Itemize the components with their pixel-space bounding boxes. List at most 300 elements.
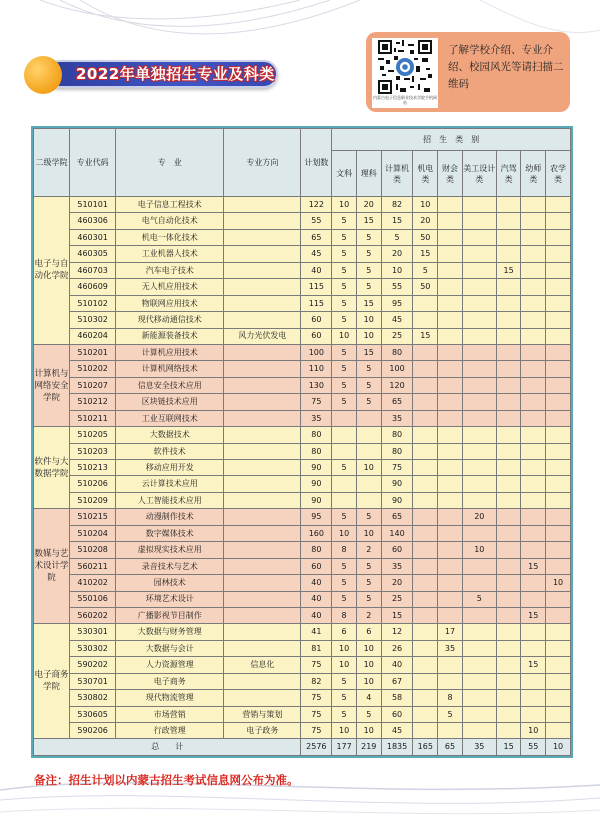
header-plan: 计划数 — [301, 129, 332, 197]
category-count — [546, 246, 571, 262]
category-count — [462, 262, 496, 278]
category-count — [496, 640, 521, 656]
category-count — [546, 295, 571, 311]
plan-count: 60 — [301, 558, 332, 574]
major-code: 510215 — [70, 509, 116, 525]
category-count — [496, 295, 521, 311]
qr-caption: 内蒙古电子信息职业技术学院手机网站 — [373, 95, 437, 105]
category-count — [413, 460, 438, 476]
major-name: 行政管理 — [116, 723, 224, 739]
category-count — [546, 673, 571, 689]
major-code: 510208 — [70, 542, 116, 558]
plan-count: 110 — [301, 361, 332, 377]
category-count: 65 — [381, 394, 413, 410]
category-count — [521, 427, 546, 443]
category-count — [356, 410, 381, 426]
category-count: 10 — [356, 640, 381, 656]
category-count: 5 — [356, 246, 381, 262]
category-count — [462, 460, 496, 476]
major-direction — [224, 295, 301, 311]
plan-count: 45 — [301, 246, 332, 262]
plan-count: 82 — [301, 673, 332, 689]
header-category: 美工设计类 — [462, 151, 496, 197]
plan-count: 90 — [301, 460, 332, 476]
major-name: 汽车电子技术 — [116, 262, 224, 278]
major-direction — [224, 558, 301, 574]
plan-count: 81 — [301, 640, 332, 656]
major-code: 460609 — [70, 279, 116, 295]
college-name: 软件与大数据学院 — [34, 427, 70, 509]
category-count — [546, 410, 571, 426]
major-code: 410202 — [70, 575, 116, 591]
category-count — [521, 344, 546, 360]
table-row — [34, 607, 571, 623]
category-count — [462, 575, 496, 591]
major-name: 人工智能技术应用 — [116, 492, 224, 508]
plan-count: 75 — [301, 657, 332, 673]
major-direction — [224, 525, 301, 541]
major-direction — [224, 344, 301, 360]
category-count: 50 — [413, 279, 438, 295]
category-count: 5 — [356, 706, 381, 722]
category-count — [496, 197, 521, 213]
category-count: 5 — [332, 460, 357, 476]
table-row — [34, 295, 571, 311]
category-count — [521, 460, 546, 476]
category-count — [462, 706, 496, 722]
category-count: 20 — [381, 575, 413, 591]
category-count — [438, 591, 463, 607]
category-count — [546, 427, 571, 443]
category-count — [462, 361, 496, 377]
category-count: 10 — [332, 328, 357, 344]
category-count — [462, 657, 496, 673]
major-direction — [224, 673, 301, 689]
plan-count: 60 — [301, 328, 332, 344]
category-count — [438, 492, 463, 508]
table-row — [34, 657, 571, 673]
category-count — [413, 525, 438, 541]
category-count — [521, 246, 546, 262]
category-count — [438, 394, 463, 410]
category-count: 5 — [332, 575, 357, 591]
plan-count: 100 — [301, 344, 332, 360]
category-count: 5 — [332, 558, 357, 574]
category-count — [496, 607, 521, 623]
category-count — [462, 558, 496, 574]
category-count: 5 — [462, 591, 496, 607]
category-count — [546, 476, 571, 492]
category-count — [546, 377, 571, 393]
category-count — [438, 673, 463, 689]
total-category-count: 1835 — [381, 739, 413, 756]
category-count — [521, 706, 546, 722]
table-row — [34, 262, 571, 278]
table-row — [34, 394, 571, 410]
table-row — [34, 690, 571, 706]
category-count: 120 — [381, 377, 413, 393]
category-count — [438, 410, 463, 426]
category-count: 20 — [413, 213, 438, 229]
category-count: 100 — [381, 361, 413, 377]
category-count — [521, 673, 546, 689]
category-count — [462, 476, 496, 492]
total-category-count: 15 — [496, 739, 521, 756]
major-direction — [224, 394, 301, 410]
category-count — [462, 607, 496, 623]
category-count — [462, 229, 496, 245]
category-count — [521, 525, 546, 541]
category-count — [413, 723, 438, 739]
major-code: 510211 — [70, 410, 116, 426]
category-count — [462, 197, 496, 213]
major-code: 460305 — [70, 246, 116, 262]
category-count — [496, 492, 521, 508]
major-name: 计算机网络技术 — [116, 361, 224, 377]
category-count: 90 — [381, 492, 413, 508]
category-count — [546, 690, 571, 706]
category-count — [438, 525, 463, 541]
category-count — [413, 591, 438, 607]
category-count — [546, 640, 571, 656]
header-category: 计算机类 — [381, 151, 413, 197]
category-count — [546, 509, 571, 525]
category-count — [521, 476, 546, 492]
header-category: 农学类 — [546, 151, 571, 197]
category-count — [521, 542, 546, 558]
category-count — [546, 394, 571, 410]
major-name: 云计算技术应用 — [116, 476, 224, 492]
table-row — [34, 344, 571, 360]
category-count: 4 — [356, 690, 381, 706]
major-direction — [224, 246, 301, 262]
category-count — [438, 229, 463, 245]
category-count — [521, 640, 546, 656]
college-name: 计算机与网络安全学院 — [34, 344, 70, 426]
category-count — [462, 312, 496, 328]
table-row — [34, 525, 571, 541]
category-count: 5 — [332, 509, 357, 525]
category-count — [496, 229, 521, 245]
college-name: 数媒与艺术设计学院 — [34, 509, 70, 624]
category-count: 90 — [381, 476, 413, 492]
major-name: 录音技术与艺术 — [116, 558, 224, 574]
category-count — [438, 509, 463, 525]
enrollment-table — [33, 128, 571, 756]
category-count: 17 — [438, 624, 463, 640]
table-row — [34, 476, 571, 492]
table-row — [34, 460, 571, 476]
header-college: 二级学院 — [34, 129, 70, 197]
table-row — [34, 558, 571, 574]
category-count — [413, 361, 438, 377]
major-code: 510207 — [70, 377, 116, 393]
category-count: 10 — [356, 673, 381, 689]
category-count — [356, 492, 381, 508]
category-count: 5 — [332, 673, 357, 689]
footnote: 备注：招生计划以内蒙古招生考试信息网公布为准。 — [34, 773, 299, 787]
major-name: 虚拟现实技术应用 — [116, 542, 224, 558]
major-code: 560202 — [70, 607, 116, 623]
category-count — [546, 197, 571, 213]
category-count — [521, 690, 546, 706]
category-count — [496, 591, 521, 607]
category-count: 15 — [413, 246, 438, 262]
major-name: 大数据与财务管理 — [116, 624, 224, 640]
category-count — [496, 213, 521, 229]
category-count — [413, 509, 438, 525]
major-code: 590206 — [70, 723, 116, 739]
major-name: 现代物流管理 — [116, 690, 224, 706]
header-category: 理科 — [356, 151, 381, 197]
category-count: 35 — [381, 558, 413, 574]
major-name: 无人机应用技术 — [116, 279, 224, 295]
category-count — [546, 328, 571, 344]
total-category-count: 219 — [356, 739, 381, 756]
category-count: 15 — [496, 262, 521, 278]
category-count — [413, 295, 438, 311]
category-count: 25 — [381, 328, 413, 344]
category-count — [496, 312, 521, 328]
major-name: 电子商务 — [116, 673, 224, 689]
table-row — [34, 575, 571, 591]
category-count: 10 — [413, 197, 438, 213]
category-count — [521, 377, 546, 393]
major-code: 510102 — [70, 295, 116, 311]
category-count: 10 — [381, 262, 413, 278]
category-count — [413, 443, 438, 459]
category-count: 8 — [438, 690, 463, 706]
major-name: 园林技术 — [116, 575, 224, 591]
category-count — [496, 558, 521, 574]
category-count: 10 — [332, 640, 357, 656]
category-count — [356, 443, 381, 459]
table-row — [34, 509, 571, 525]
major-name: 现代移动通信技术 — [116, 312, 224, 328]
category-count — [438, 279, 463, 295]
category-count — [521, 312, 546, 328]
category-count — [413, 575, 438, 591]
category-count — [521, 197, 546, 213]
category-count — [413, 377, 438, 393]
category-count — [462, 492, 496, 508]
category-count — [546, 443, 571, 459]
category-count — [413, 706, 438, 722]
plan-count: 122 — [301, 197, 332, 213]
major-direction: 风力光伏发电 — [224, 328, 301, 344]
major-direction: 电子政务 — [224, 723, 301, 739]
category-count — [438, 607, 463, 623]
table-row — [34, 591, 571, 607]
header-category: 财会类 — [438, 151, 463, 197]
category-count — [496, 525, 521, 541]
major-code: 510302 — [70, 312, 116, 328]
category-count — [438, 460, 463, 476]
category-count — [413, 427, 438, 443]
total-category-count: 65 — [438, 739, 463, 756]
table-row — [34, 427, 571, 443]
major-code: 510101 — [70, 197, 116, 213]
category-count — [521, 213, 546, 229]
plan-count: 75 — [301, 394, 332, 410]
category-count — [546, 591, 571, 607]
category-count — [413, 542, 438, 558]
category-count — [462, 723, 496, 739]
total-category-count: 10 — [546, 739, 571, 756]
category-count — [546, 657, 571, 673]
header-category-group: 招 生 类 别 — [332, 129, 571, 151]
table-row — [34, 542, 571, 558]
major-code: 460204 — [70, 328, 116, 344]
major-code: 530301 — [70, 624, 116, 640]
category-count: 5 — [356, 377, 381, 393]
category-count — [546, 460, 571, 476]
category-count — [546, 279, 571, 295]
category-count — [521, 575, 546, 591]
category-count: 5 — [332, 213, 357, 229]
category-count: 5 — [332, 361, 357, 377]
major-code: 550106 — [70, 591, 116, 607]
major-direction — [224, 542, 301, 558]
category-count: 10 — [356, 723, 381, 739]
category-count — [462, 213, 496, 229]
major-name: 物联网应用技术 — [116, 295, 224, 311]
major-name: 机电一体化技术 — [116, 229, 224, 245]
major-code: 460306 — [70, 213, 116, 229]
category-count: 5 — [332, 279, 357, 295]
category-count — [521, 295, 546, 311]
category-count — [546, 213, 571, 229]
category-count — [462, 525, 496, 541]
table-row — [34, 213, 571, 229]
category-count: 35 — [381, 410, 413, 426]
category-count — [546, 262, 571, 278]
category-count — [521, 509, 546, 525]
category-count: 10 — [332, 657, 357, 673]
category-count: 5 — [332, 706, 357, 722]
major-code: 510203 — [70, 443, 116, 459]
category-count: 5 — [332, 295, 357, 311]
plan-count: 40 — [301, 607, 332, 623]
category-count — [496, 394, 521, 410]
plan-count: 75 — [301, 723, 332, 739]
major-direction — [224, 197, 301, 213]
major-code: 510213 — [70, 460, 116, 476]
category-count — [356, 476, 381, 492]
category-count — [462, 279, 496, 295]
major-direction — [224, 229, 301, 245]
qr-card — [372, 38, 438, 108]
category-count: 80 — [381, 443, 413, 459]
category-count — [438, 427, 463, 443]
category-count — [438, 344, 463, 360]
category-count — [496, 377, 521, 393]
category-count: 5 — [356, 575, 381, 591]
category-count — [413, 640, 438, 656]
category-count: 140 — [381, 525, 413, 541]
plan-count: 65 — [301, 229, 332, 245]
category-count — [496, 542, 521, 558]
table-row — [34, 279, 571, 295]
category-count — [462, 344, 496, 360]
category-count — [413, 344, 438, 360]
header-category: 汽驾类 — [496, 151, 521, 197]
major-name: 信息安全技术应用 — [116, 377, 224, 393]
category-count: 5 — [356, 394, 381, 410]
major-direction — [224, 213, 301, 229]
category-count — [496, 624, 521, 640]
category-count — [438, 558, 463, 574]
category-count: 10 — [521, 723, 546, 739]
category-count — [521, 394, 546, 410]
major-name: 区块链技术应用 — [116, 394, 224, 410]
total-category-count: 165 — [413, 739, 438, 756]
category-count: 15 — [356, 295, 381, 311]
major-name: 工业机器人技术 — [116, 246, 224, 262]
category-count: 50 — [413, 229, 438, 245]
major-code: 460703 — [70, 262, 116, 278]
table-row — [34, 673, 571, 689]
category-count — [462, 295, 496, 311]
qr-code-icon — [378, 40, 432, 94]
category-count — [496, 575, 521, 591]
category-count — [462, 427, 496, 443]
category-count: 80 — [381, 427, 413, 443]
category-count — [332, 443, 357, 459]
major-code: 560211 — [70, 558, 116, 574]
category-count: 2 — [356, 542, 381, 558]
category-count: 12 — [381, 624, 413, 640]
category-count: 15 — [413, 328, 438, 344]
major-code: 510205 — [70, 427, 116, 443]
qr-instruction-text: 了解学校介绍、专业介绍、校园风光等请扫描二维码 — [448, 44, 564, 90]
category-count — [546, 229, 571, 245]
category-count — [462, 640, 496, 656]
category-count — [521, 361, 546, 377]
category-count: 5 — [381, 229, 413, 245]
category-count — [521, 328, 546, 344]
category-count — [521, 443, 546, 459]
orange-circle-icon — [24, 56, 62, 94]
college-name: 电子商务学院 — [34, 624, 70, 739]
page-title-banner — [16, 52, 286, 94]
category-count: 15 — [356, 344, 381, 360]
category-count — [438, 197, 463, 213]
major-direction — [224, 427, 301, 443]
category-count: 5 — [356, 558, 381, 574]
category-count: 60 — [381, 542, 413, 558]
category-count — [496, 723, 521, 739]
category-count — [438, 213, 463, 229]
plan-count: 55 — [301, 213, 332, 229]
category-count — [546, 558, 571, 574]
category-count — [546, 723, 571, 739]
category-count: 10 — [332, 723, 357, 739]
category-count: 8 — [332, 542, 357, 558]
major-name: 数字媒体技术 — [116, 525, 224, 541]
category-count — [438, 443, 463, 459]
table-row — [34, 723, 571, 739]
category-count — [356, 427, 381, 443]
category-count: 26 — [381, 640, 413, 656]
plan-count: 40 — [301, 575, 332, 591]
category-count — [413, 607, 438, 623]
category-count — [496, 328, 521, 344]
category-count — [332, 492, 357, 508]
plan-count: 35 — [301, 410, 332, 426]
category-count — [496, 690, 521, 706]
table-row — [34, 328, 571, 344]
